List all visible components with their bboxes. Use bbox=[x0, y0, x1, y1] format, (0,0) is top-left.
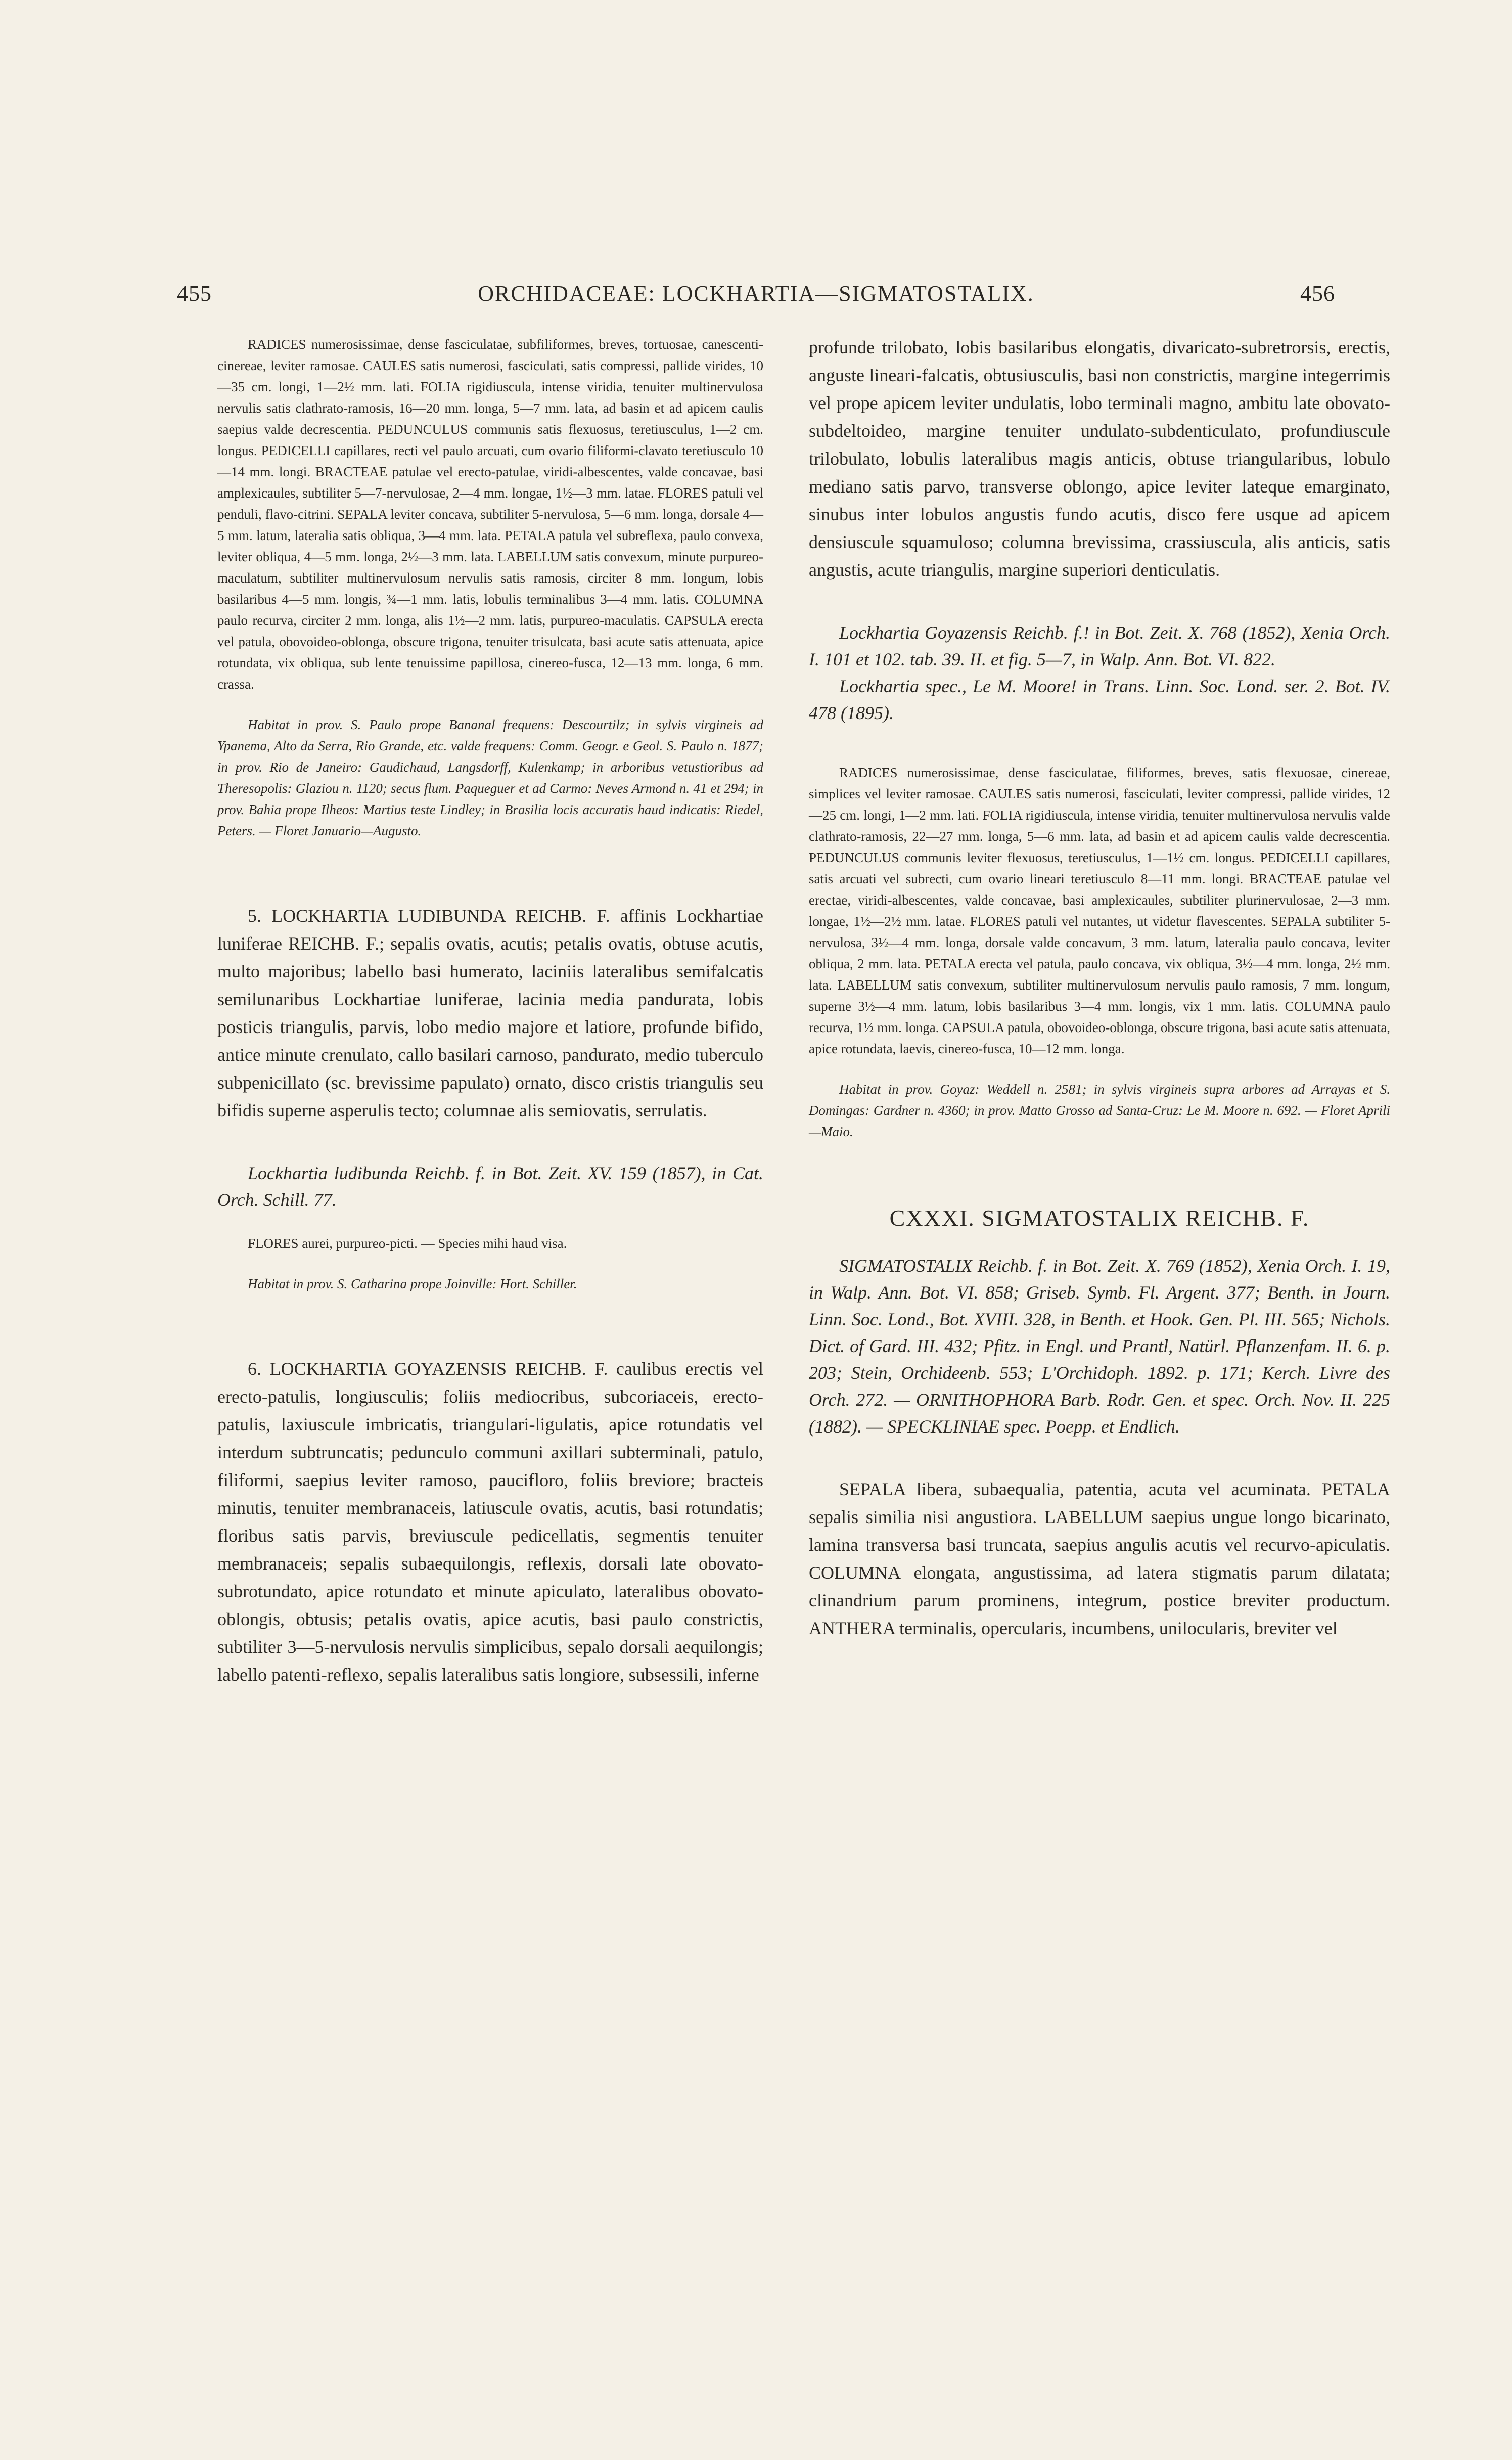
species-5-habitat: Habitat in prov. S. Catharina prope Joinville: Hort. Schiller. bbox=[248, 1276, 577, 1291]
species-5-diagnosis: 5. LOCKHARTIA LUDIBUNDA REICHB. F. affinis Lockhartiae luniferae REICHB. F.; sepalis ovatis, acutis; petalis ovatis, obtuse acutis, multo majoribus; labello basi humerato, laciniis lateralibus semifalcatis semilunaribus Lockhartiae luniferae, lacinia media pandurata, lobis posticis triangulis, parvis, lobo medio majore et latiore, profunde bifido, antice minute crenulato, callo basilari carnoso, pandurato, medio tuberculo subpenicillato (sc. brevissime papulato) ornato, disco cristis triangulis seu bifidis superne asperulis tecto; columnae alis semiovatis, serrulatis. bbox=[217, 906, 763, 1121]
habitat-paragraph: Habitat in prov. S. Paulo prope Bananal frequens: Descourtilz; in sylvis virgineis ad Ypanema, Alto da Serra, Rio Grande, etc. valde frequens: Comm. Geogr. e Geol. S. Paulo n. 1877; in prov. Rio de Janeiro: Gaudichaud, Langsdorff, Kulenkamp; in arboribus vetustioribus ad Theresopolis: Glaziou n. 1120; secus flum. Paqueguer et ad Carmo: Neves Armond n. 41 et 294; in prov. Bahia prope Ilheos: Martius teste Lindley; in Brasilia locis accuratis haud indicatis: Riedel, Peters. — Floret Januario—Augusto. bbox=[217, 717, 763, 838]
description-l-ludibunda-prev: RADICES numerosissimae, dense fasciculatae, subfiliformes, breves, tortuosae, canescenti-cinereae, leviter ramosae. CAULES satis numerosi, fasciculati, satis compressi, pallide virides, 10—35 cm. longi, 1—2½ mm. lati. FOLIA rigidiuscula, intense viridia, tenuiter multinervulosa nervulis satis clathrato-ramosis, 16—20 mm. longa, 5—7 mm. lata, ad basin et ad apicem caulis saepius valde decrescentia. PEDUNCULUS communis satis flexuosus, teretiusculus, 1—2 cm. longus. PEDICELLI capillares, recti vel paulo arcuati, cum ovario filiformi-clavato teretiusculo 10—14 mm. longi. BRACTEAE patulae vel erecto-patulae, viridi-albescentes, valde concavae, basi amplexicaules, subtiliter 5—7-nervulosae, 2—4 mm. longae, 1½—3 mm. latae. FLORES patuli vel penduli, flavo-citrini. SEPALA leviter concava, subtiliter 5-nervulosa, 5—6 mm. longa, dorsale 4—5 mm. latum, lateralia satis obliqua, 3—4 mm. lata. PETALA patula vel subreflexa, paulo convexa, leviter obliqua, 4—5 mm. longa, 2½—3 mm. lata. LABELLUM satis convexum, minute purpureo-maculatum, subtiliter multinervulosum nervulis satis ramosis, circiter 8 mm. longum, lobis basilaribus 4—5 mm. longis, ¾—1 mm. latis, lobulis terminalibus 3—4 mm. latis. COLUMNA paulo recurva, circiter 2 mm. longa, alis 1½—2 mm. latis, purpureo-maculatis. CAPSULA erecta vel patula, obovoideo-oblonga, obscure trigona, tenuiter trisulcata, basi acute satis attenuata, apice rotundata, vix obliqua, sub lente tenuissime papillosa, cinereo-fusca, 12—13 mm. longa, 6 mm. crassa. bbox=[217, 337, 763, 692]
species-6-reference: Lockhartia Goyazensis Reichb. f.! in Bot. Zeit. X. 768 (1852), Xenia Orch. I. 101 et 102. tab. 39. II. et fig. 5—7, in Walp. Ann. Bot. VI. 822. bbox=[809, 622, 1390, 669]
species-6-reference-2: Lockhartia spec., Le M. Moore! in Trans. Linn. Soc. Lond. ser. 2. Bot. IV. 478 (1895). bbox=[809, 676, 1390, 723]
running-title: ORCHIDACEAE: LOCKHARTIA—SIGMATOSTALIX. bbox=[478, 281, 1034, 306]
genus-heading: CXXXI. SIGMATOSTALIX REICHB. F. bbox=[889, 1205, 1310, 1231]
species-6-habitat: Habitat in prov. Goyaz: Weddell n. 2581; in sylvis virgineis supra arbores ad Arrayas et S. Domingas: Gardner n. 4360; in prov. Matto Grosso ad Santa-Cruz: Le M. Moore n. 692. — Floret Aprili—Maio. bbox=[809, 1082, 1390, 1139]
species-6-diagnosis: 6. LOCKHARTIA GOYAZENSIS REICHB. F. caulibus erectis vel erecto-patulis, longiusculis; foliis mediocribus, subcoriaceis, erecto-patulis, laxiuscule imbricatis, triangulari-ligulatis, apice rotundatis vel interdum subtruncatis; pedunculo communi axillari subterminali, patulo, filiformi, saepius leviter ramoso, paucifloro, foliis breviore; bracteis minutis, tenuiter membranaceis, latiuscule ovatis, acutis, basi rotundatis; floribus satis parvis, breviuscule pedicellatis, segmentis tenuiter membranaceis; sepalis subaequilongis, reflexis, dorsali late obovato-subrotundato, apice rotundato et minute apiculato, lateralibus obovato-oblongis, obtusis; petalis ovatis, apice acutis, basi paulo constrictis, subtiliter 3—5-nervulosis nervulis simplicibus, sepalo dorsali aequilongis; labello patenti-reflexo, sepalis lateralibus satis longiore, subsessili, inferne bbox=[217, 1359, 763, 1685]
page-number-left: 455 bbox=[177, 281, 212, 306]
page-header bbox=[177, 281, 1335, 311]
page-number-right: 456 bbox=[1300, 281, 1335, 306]
species-5-flores: FLORES aurei, purpureo-picti. — Species mihi haud visa. bbox=[248, 1236, 567, 1251]
left-column bbox=[217, 334, 763, 1689]
species-5-reference: Lockhartia ludibunda Reichb. f. in Bot. Zeit. XV. 159 (1857), in Cat. Orch. Schill. 77. bbox=[217, 1163, 763, 1210]
right-column bbox=[809, 334, 1390, 1642]
species-6-description: RADICES numerosissimae, dense fasciculatae, filiformes, breves, satis flexuosae, cinereae, simplices vel leviter ramosae. CAULES satis numerosi, fasciculati, leviter compressi, pallide virides, 12—25 cm. longi, 1—2 mm. lati. FOLIA rigidiuscula, intense viridia, tenuiter multinervulosa nervulis valde clathrato-ramosis, 22—27 mm. longa, 5—6 mm. lata, ad basin et ad apicem caulis valde decrescentia. PEDUNCULUS communis leviter flexuosus, teretiusculus, 1—1½ cm. longus. PEDICELLI capillares, satis arcuati vel subrecti, cum ovario lineari teretiusculo 8—11 mm. longi. BRACTEAE patulae vel erectae, viridi-albescentes, valde concavae, basi amplexicaules, subtiliter plurinervulosae, 2—3 mm. longae, 1½—2½ mm. latae. FLORES patuli vel nutantes, ut videtur flavescentes. SEPALA subtiliter 5-nervulosa, 3½—4 mm. longa, dorsale valde concavum, 3 mm. latum, lateralia paulo concava, leviter obliqua, 2 mm. lata. PETALA erecta vel patula, paulo concava, vix obliqua, 3½—4 mm. longa, 2½ mm. lata. LABELLUM satis convexum, subtiliter multinervulosum nervulis paulo ramosis, 7 mm. longum, superne 3½—4 mm. latum, lobis basilaribus 3—4 mm. longis, vix 1 mm. latis. COLUMNA paulo recurva, 1½ mm. longa. CAPSULA patula, obovoideo-oblonga, obscure trigona, basi acute satis attenuata, apice rotundata, laevis, cinereo-fusca, 10—12 mm. longa. bbox=[809, 765, 1390, 1056]
genus-references: SIGMATOSTALIX Reichb. f. in Bot. Zeit. X. 769 (1852), Xenia Orch. I. 19, in Walp. Ann. Bot. VI. 858; Griseb. Symb. Fl. Argent. 377; Benth. in Journ. Linn. Soc. Lond., Bot. XVIII. 328, in Benth. et Hook. Gen. Pl. III. 565; Nichols. Dict. of Gard. III. 432; Pfitz. in Engl. und Prantl, Natürl. Pflanzenfam. II. 6. p. 203; Stein, Orchideenb. 553; L'Orchidoph. 1892. p. 171; Kerch. Livre des Orch. 272. — ORNITHOPHORA Barb. Rodr. Gen. et spec. Orch. Nov. II. 225 (1882). — SPECKLINIAE spec. Poepp. et Endlich. bbox=[809, 1256, 1390, 1437]
genus-description: SEPALA libera, subaequalia, patentia, acuta vel acuminata. PETALA sepalis similia nisi angustiora. LABELLUM saepius ungue longo bicarinato, lamina transversa basi truncata, saepius angulis acutis vel recurvo-apiculatis. COLUMNA elongata, angustissima, ad latera stigmatis parum dilatata; clinandrium parum prominens, integrum, postice breviter productum. ANTHERA terminalis, opercularis, incumbens, unilocularis, breviter vel bbox=[809, 1479, 1390, 1638]
species-6-diagnosis-continued: profunde trilobato, lobis basilaribus elongatis, divaricato-subretrorsis, erectis, anguste lineari-falcatis, obtusiusculis, basi non constrictis, margine integerrimis vel prope apicem leviter undulatis, lobo terminali magno, ambitu late obovato-subdeltoideo, margine tenuiter undulato-subdenticulato, profundiuscule trilobulato, lobulis lateralibus magis anticis, obtuse triangularibus, lobulo mediano satis parvo, transverse oblongo, apice leviter lateque emarginato, sinubus inter lobulos angustis fundo acutis, disco fere usque ad apicem densiuscule squamuloso; columna brevissima, crassiuscula, alis anticis, satis angustis, acute triangulis, margine superiori denticulatis. bbox=[809, 337, 1390, 580]
